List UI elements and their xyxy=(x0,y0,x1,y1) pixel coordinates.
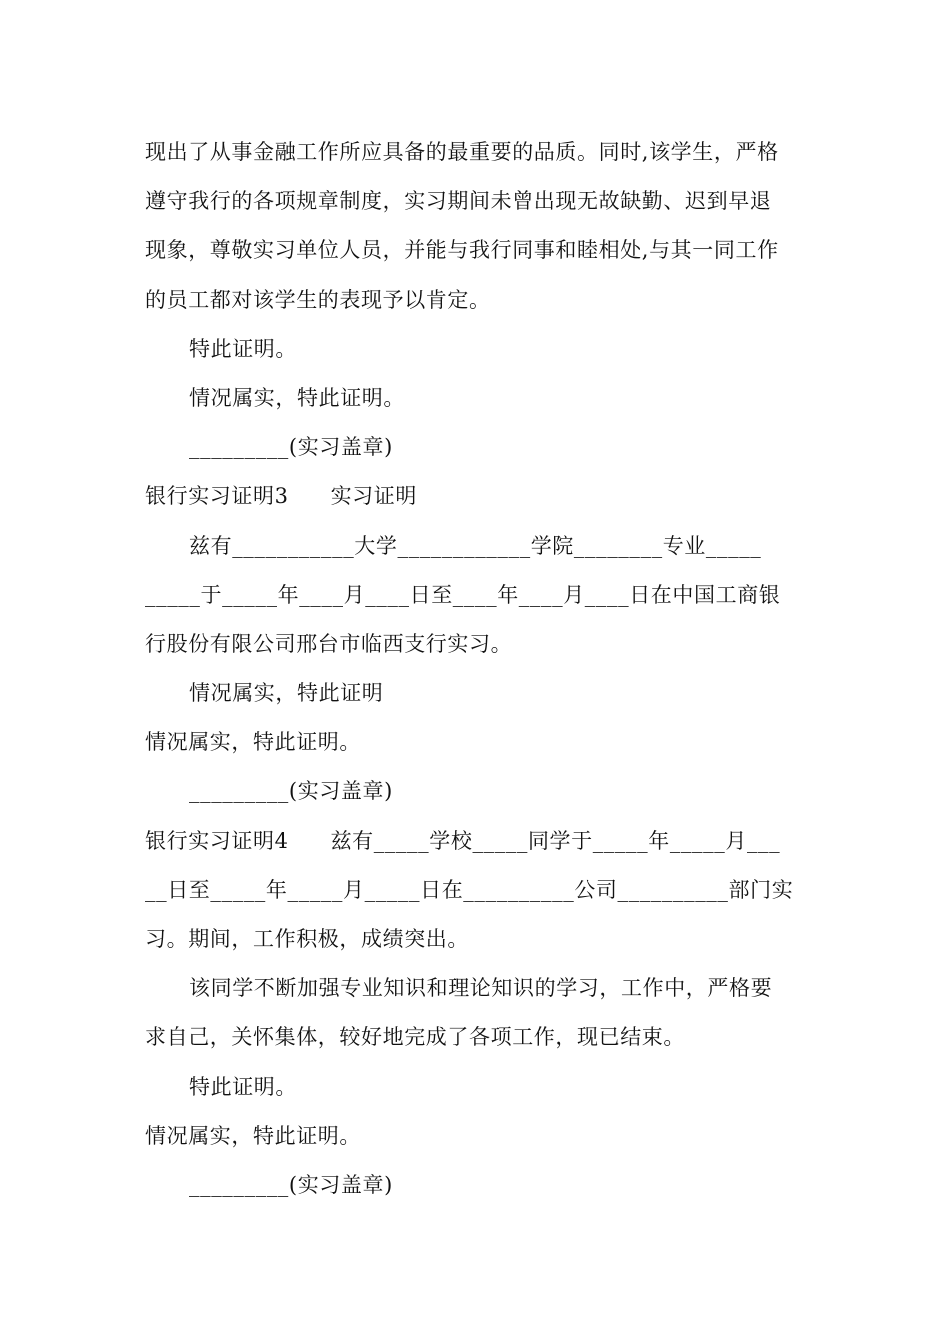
seal-line: _________(实习盖章) xyxy=(189,435,393,460)
form-line: 兹有_____学校_____同学于_____年_____月___ xyxy=(330,828,781,853)
closing-line: 情况属实，特此证明。 xyxy=(145,1123,361,1148)
paragraph-line: 该同学不断加强专业知识和理论知识的学习，工作中，严格要 xyxy=(189,976,773,1001)
closing-line: 情况属实，特此证明。 xyxy=(189,385,405,410)
form-line: __日至_____年_____月_____日在__________公司__________部门实 xyxy=(145,877,794,902)
form-line: 兹有___________大学____________学院________专业_____ xyxy=(189,533,762,558)
paragraph-line: 习。期间，工作积极，成绩突出。 xyxy=(145,927,469,951)
section-heading-3 xyxy=(145,472,810,521)
closing-line: 特此证明。 xyxy=(189,336,297,361)
paragraph-line: 求自己，关怀集体，较好地完成了各项工作，现已结束。 xyxy=(145,1025,685,1050)
section-heading-4 xyxy=(145,817,810,866)
section-number: 银行实习证明4 xyxy=(145,828,289,853)
section-title: 实习证明 xyxy=(330,484,417,509)
paragraph-line: 遵守我行的各项规章制度，实习期间未曾出现无故缺勤、迟到早退 xyxy=(145,189,772,214)
seal-line: _________(实习盖章) xyxy=(189,1172,393,1197)
section-number: 银行实习证明3 xyxy=(145,484,289,509)
form-line: _____于_____年____月____日至____年____月____日在中国工商银 xyxy=(145,582,781,607)
seal-line: _________(实习盖章) xyxy=(189,779,393,804)
paragraph-line: 现出了从事金融工作所应具备的最重要的品质。同时,该学生，严格 xyxy=(145,140,779,164)
closing-line: 情况属实，特此证明 xyxy=(189,681,384,706)
paragraph-line: 行股份有限公司邢台市临西支行实习。 xyxy=(145,631,513,656)
paragraph-line: 的员工都对该学生的表现予以肯定。 xyxy=(145,287,491,312)
closing-line: 情况属实，特此证明。 xyxy=(145,730,361,755)
paragraph-line: 现象，尊敬实习单位人员，并能与我行同事和睦相处,与其一同工作 xyxy=(145,238,779,263)
document-body xyxy=(145,128,810,1210)
closing-line: 特此证明。 xyxy=(189,1074,297,1099)
